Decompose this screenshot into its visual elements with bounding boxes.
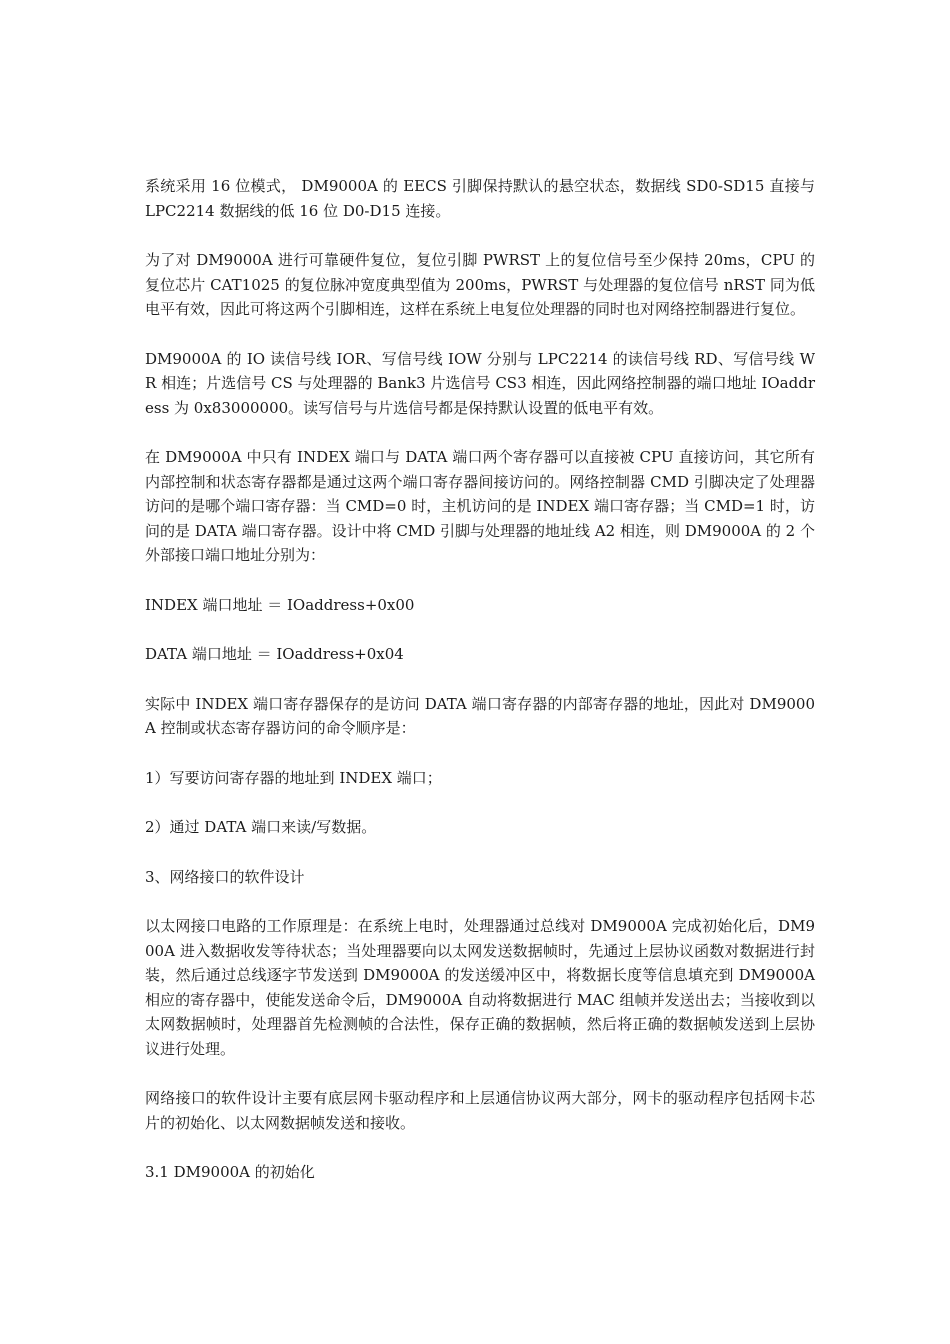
paragraph-port-registers: 在 DM9000A 中只有 INDEX 端口与 DATA 端口两个寄存器可以直接被 CPU 直接访问，其它所有内部控制和状态寄存器都是通过这两个端口寄存器间接访问的。网络控制器 CMD 引脚决定了处理器访问的是哪个端口寄存器：当 CMD=0 时，主机访问的是 INDEX 端口寄存器；当 CMD=1 时，访问的是 DATA 端口寄存器。设计中将 CMD 引脚与处理器的地址线 A2 相连，则 DM9000A 的 2 个外部接口端口地址分别为： <box>145 448 815 564</box>
document-body <box>145 174 815 1210</box>
paragraph-index-port-address: INDEX 端口地址 ＝ IOaddress+0x00 <box>145 595 415 614</box>
paragraph-access-order: 实际中 INDEX 端口寄存器保存的是访问 DATA 端口寄存器的内部寄存器的地址，因此对 DM9000A 控制或状态寄存器访问的命令顺序是： <box>145 694 815 737</box>
paragraph-data-port-address: DATA 端口地址 ＝ IOaddress+0x04 <box>145 645 404 663</box>
paragraph-io-signals: DM9000A 的 IO 读信号线 IOR、写信号线 IOW 分别与 LPC2214 的读信号线 RD、写信号线 WR 相连；片选信号 CS 与处理器的 Bank3 片选信号 CS3 相连，因此网络控制器的端口地址 IOaddress 为 0x83000000。读写信号与片选信号都是保持默认设置的低电平有效。 <box>145 349 815 417</box>
paragraph-hardware-reset: 为了对 DM9000A 进行可靠硬件复位，复位引脚 PWRST 上的复位信号至少保持 20ms，CPU 的复位芯片 CAT1025 的复位脉冲宽度典型值为 200ms，PWRST 与处理器的复位信号 nRST 同为低电平有效，因此可将这两个引脚相连，这样在系统上电复位处理器的同时也对网络控制器进行复位。 <box>145 251 815 318</box>
paragraph-step-1: 1）写要访问寄存器的地址到 INDEX 端口； <box>145 768 442 787</box>
paragraph-step-2: 2）通过 DATA 端口来读/写数据。 <box>145 818 377 836</box>
paragraph-16bit-mode: 系统采用 16 位模式， DM9000A 的 EECS 引脚保持默认的悬空状态，数据线 SD0-SD15 直接与 LPC2214 数据线的低 16 位 D0-D15 连接。 <box>145 177 815 220</box>
section-heading-initialization: 3.1 DM9000A 的初始化 <box>145 1163 315 1181</box>
paragraph-software-parts: 网络接口的软件设计主要有底层网卡驱动程序和上层通信协议两大部分，网卡的驱动程序包括网卡芯片的初始化、以太网数据帧发送和接收。 <box>145 1089 815 1132</box>
section-heading-software-design: 3、网络接口的软件设计 <box>145 867 305 886</box>
paragraph-ethernet-principle: 以太网接口电路的工作原理是：在系统上电时，处理器通过总线对 DM9000A 完成初始化后，DM900A 进入数据收发等待状态；当处理器要向以太网发送数据帧时，先通过上层协议函数对数据进行封装，然后通过总线逐字节发送到 DM9000A 的发送缓冲区中，将数据长度等信息填充到 DM9000A 相应的寄存器中，使能发送命令后，DM9000A 自动将数据进行 MAC 组帧并发送出去；当接收到以太网数据帧时，处理器首先检测帧的合法性，保存正确的数据帧，然后将正确的数据帧发送到上层协议进行处理。 <box>145 917 815 1058</box>
